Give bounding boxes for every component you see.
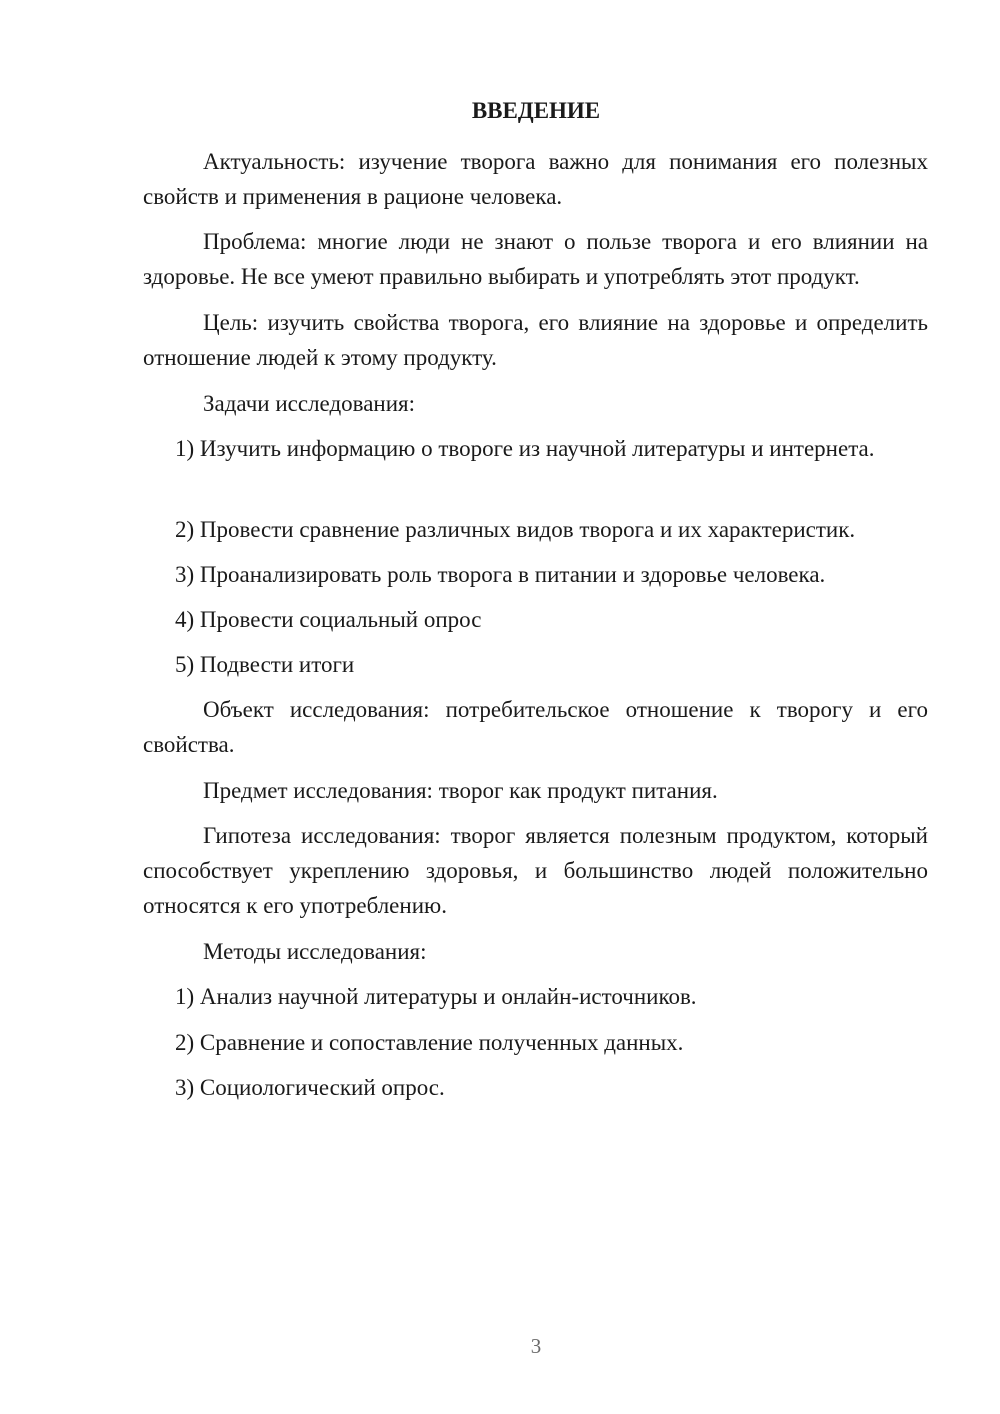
paragraph-hypothesis: Гипотеза исследования: творог является полезным продуктом, который способствует укреплению здоровья, и большинство людей положительно относятся к его употреблению.	[143, 823, 928, 918]
list-item-method-2: 2) Сравнение и сопоставление полученных данных.	[175, 1030, 684, 1055]
page-number: 3	[530, 1334, 542, 1358]
list-item-task-3: 3) Проанализировать роль творога в питании и здоровье человека.	[175, 562, 826, 587]
paragraph-problem: Проблема: многие люди не знают о пользе творога и его влиянии на здоровье. Не все умеют правильно выбирать и употреблять этот продукт.	[143, 229, 928, 289]
paragraph-goal: Цель: изучить свойства творога, его влияние на здоровье и определить отношение людей к этому продукту.	[143, 310, 928, 370]
paragraph-relevance: Актуальность: изучение творога важно для понимания его полезных свойств и применения в рационе человека.	[143, 149, 928, 209]
list-item-task-5: 5) Подвести итоги	[175, 652, 355, 677]
list-item-task-4: 4) Провести социальный опрос	[175, 607, 482, 632]
list-item-task-1: 1) Изучить информацию о твороге из научной литературы и интернета.	[175, 436, 875, 461]
list-item-task-2: 2) Провести сравнение различных видов творога и их характеристик.	[175, 517, 856, 542]
paragraph-object: Объект исследования: потребительское отношение к творогу и его свойства.	[143, 697, 928, 757]
list-item-method-3: 3) Социологический опрос.	[175, 1075, 445, 1100]
paragraph-methods-heading: Методы исследования:	[203, 939, 427, 964]
paragraph-tasks-heading: Задачи исследования:	[203, 391, 416, 416]
paragraph-subject: Предмет исследования: творог как продукт питания.	[203, 778, 718, 803]
page-title: ВВЕДЕНИЕ	[471, 98, 601, 123]
list-item-method-1: 1) Анализ научной литературы и онлайн-источников.	[175, 984, 697, 1009]
